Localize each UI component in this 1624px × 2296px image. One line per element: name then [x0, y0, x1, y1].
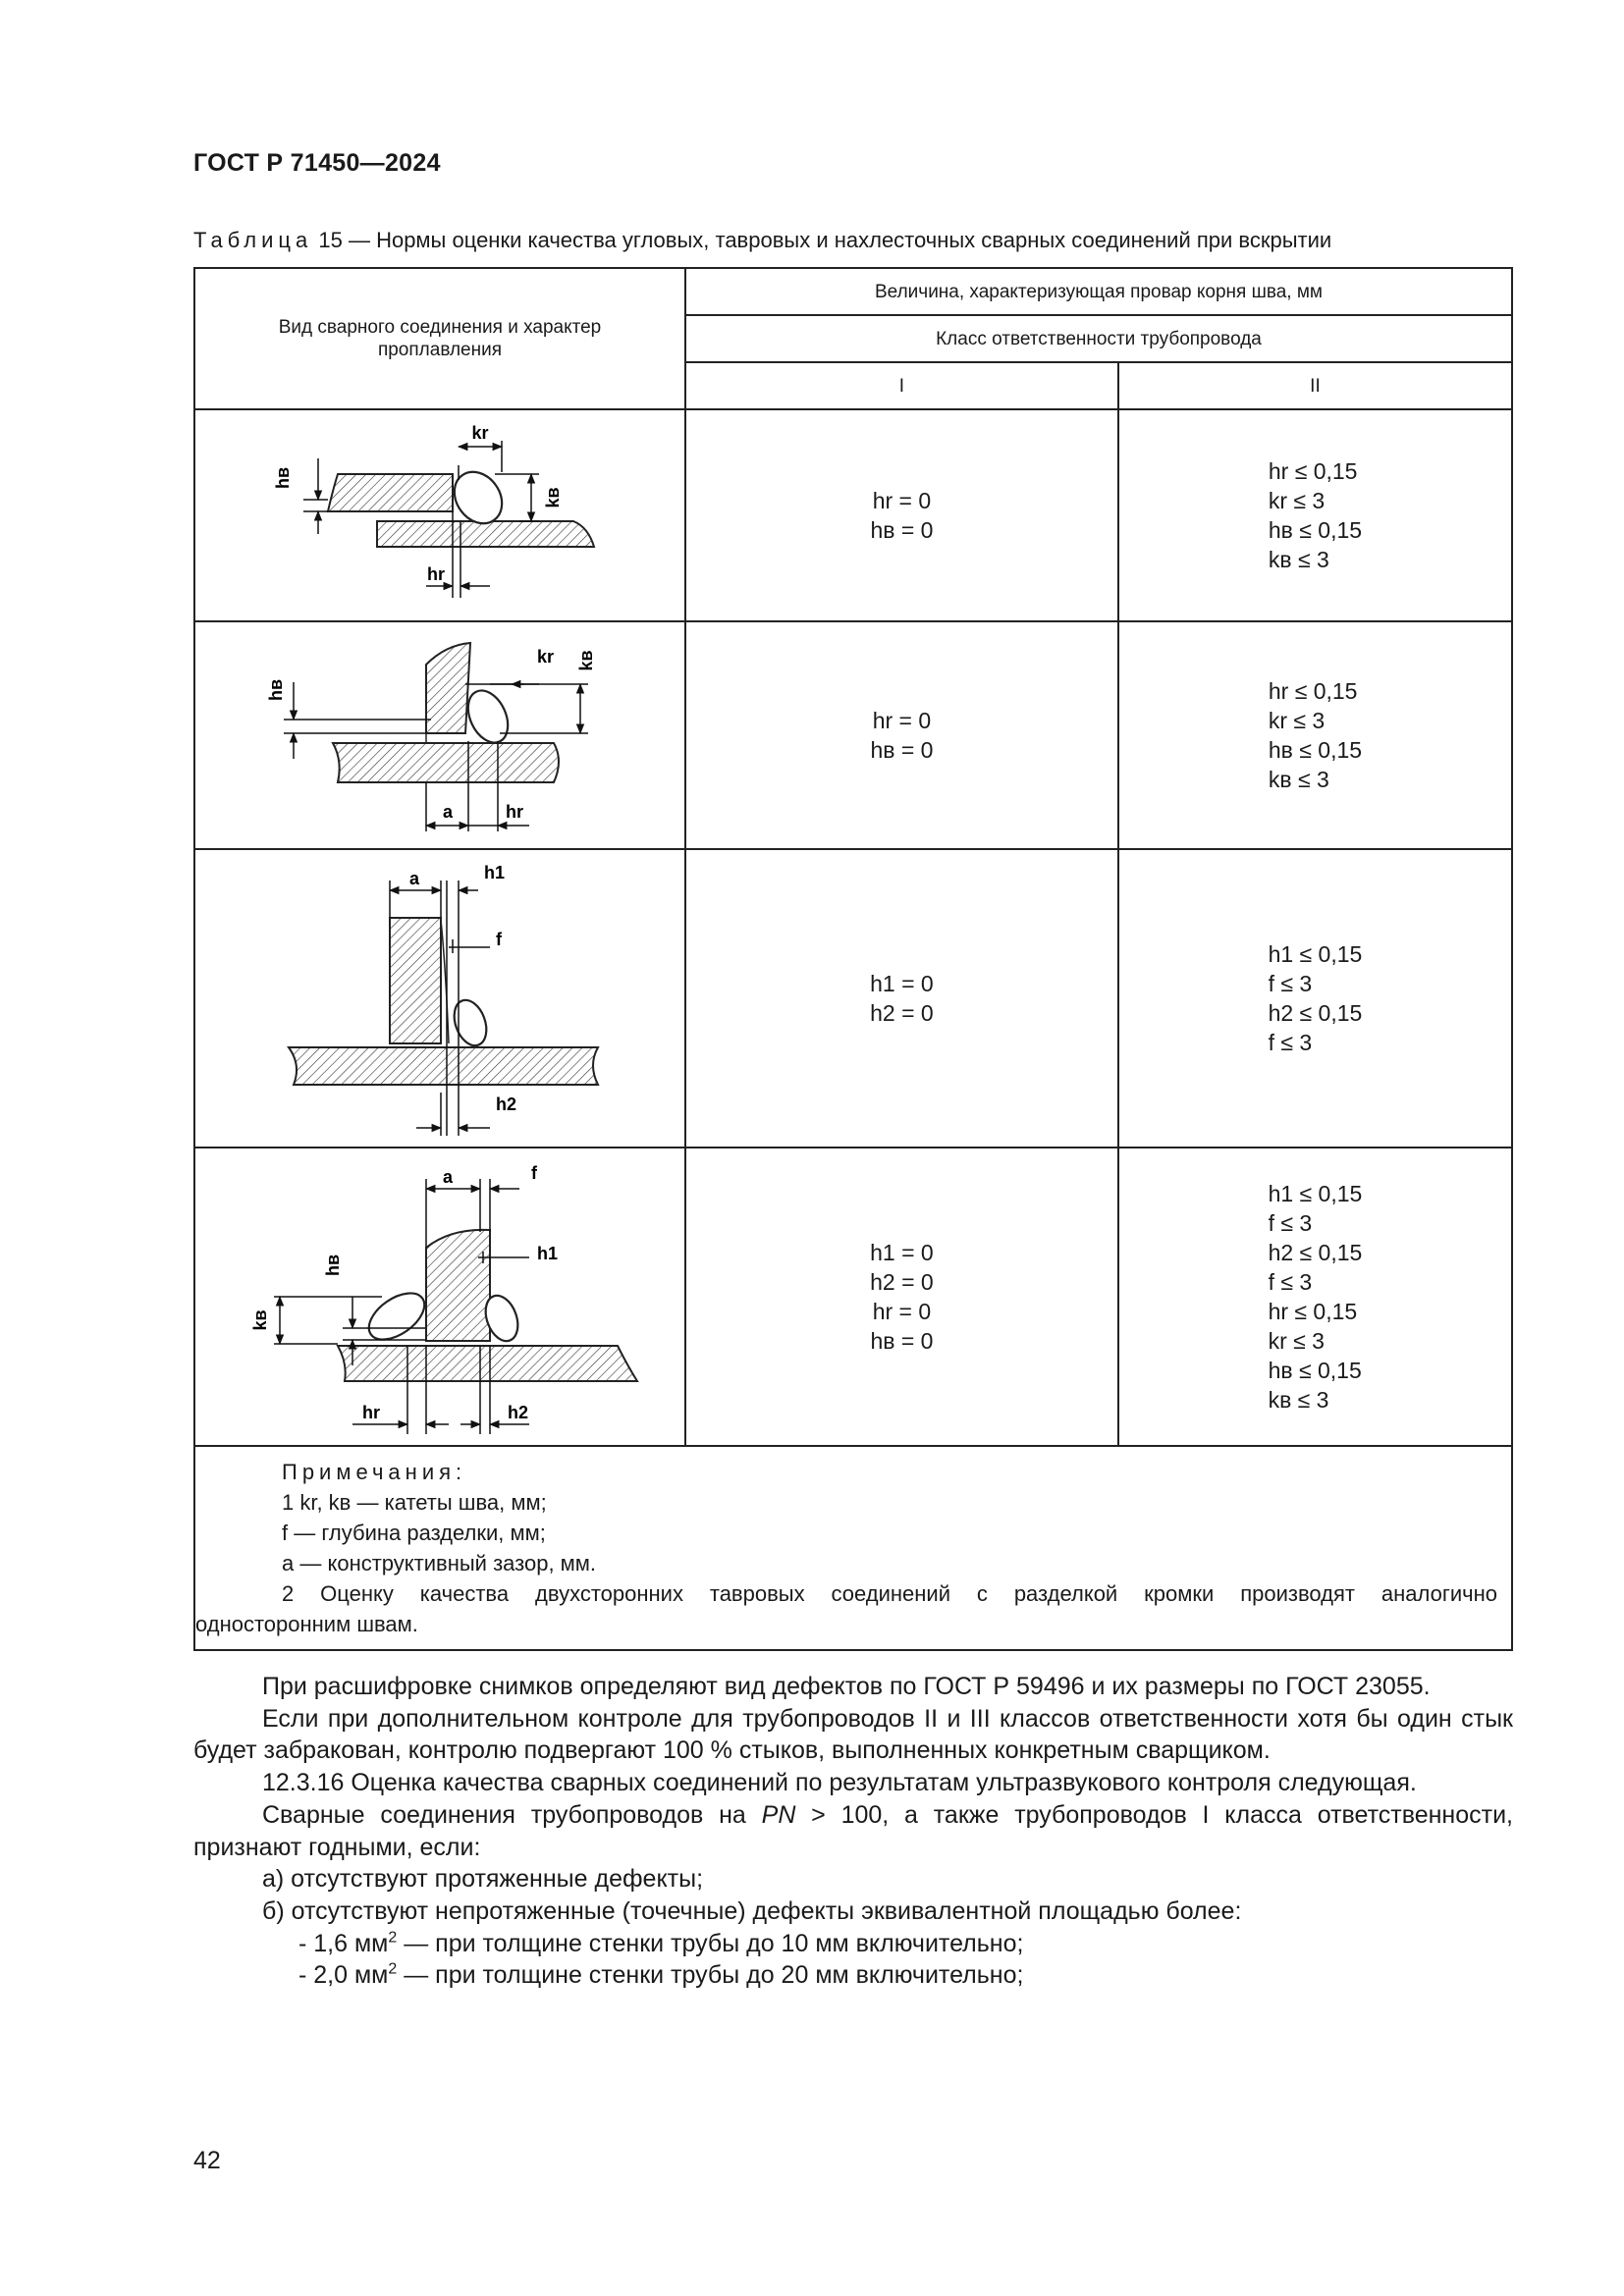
tee-joint-diagram — [194, 621, 685, 849]
list-item: - 2,0 $мм^2$ — при толщине стенки трубы до 20 мм включительно; — [298, 1961, 1024, 1990]
table-row — [194, 849, 1512, 1148]
paragraph: 12.3.16 Оценка качества сварных соединений по результатам ультразвукового контроля следующая. — [262, 1769, 1417, 1797]
page-number: 42 — [193, 2147, 221, 2174]
paragraph: Сварные соединения трубопроводов на PN > 100, а также трубопроводов I класса ответственности, признают годными, если: — [193, 1800, 1513, 1861]
label-f: f — [531, 1163, 537, 1183]
label-kr: kr — [471, 423, 489, 443]
header-class: Класс ответственности трубопровода — [685, 315, 1512, 362]
table-row — [194, 409, 1512, 621]
note-2-cont: односторонним швам. — [195, 1612, 418, 1636]
row3-class2-values: h1 ≤ 0,15 f ≤ 3 h2 ≤ 0,15 f ≤ 3 — [1118, 849, 1512, 1148]
label-hv: hв — [273, 466, 293, 490]
quality-norms-table — [193, 267, 1513, 1651]
label-hr: hr — [506, 802, 523, 822]
list-item: а) отсутствуют протяженные дефекты; — [262, 1865, 704, 1894]
table-caption — [193, 228, 1331, 253]
double-tee-diagram — [194, 1148, 685, 1446]
label-h2: h2 — [508, 1403, 529, 1422]
label-f: f — [496, 930, 502, 949]
table-notes — [194, 1446, 1512, 1650]
label-kr: kr — [537, 647, 555, 667]
note-2: 2 Оценку качества двухсторонних тавровых соединений с разделкой кромки производят аналогично — [282, 1581, 1497, 1606]
row2-class1-values: hr = 0 hв = 0 — [685, 621, 1118, 849]
row3-class1-values: h1 = 0 h2 = 0 — [685, 849, 1118, 1148]
note-1-f: f — глубина разделки, мм; — [282, 1521, 546, 1545]
label-a: a — [443, 1167, 454, 1187]
document-id-header: ГОСТ Р 71450—2024 — [193, 149, 441, 177]
notes-title: Примечания: — [282, 1460, 467, 1484]
list-item: - 1,6 $мм^2$ — при толщине стенки трубы до 10 мм включительно; — [298, 1929, 1024, 1957]
row1-class1-values: hr = 0 hв = 0 — [685, 409, 1118, 621]
note-1-a: a — конструктивный зазор, мм. — [282, 1551, 597, 1575]
row1-class2-values: hr ≤ 0,15 kr ≤ 3 hв ≤ 0,15 kв ≤ 3 — [1118, 409, 1512, 621]
label-a: a — [409, 869, 420, 888]
label-kv: kв — [250, 1309, 270, 1331]
label-a: a — [443, 802, 454, 822]
tee-bevel-diagram — [194, 849, 685, 1148]
paragraph: При расшифровке снимков определяют вид дефектов по ГОСТ Р 59496 и их размеры по ГОСТ 23055. — [262, 1673, 1431, 1700]
table-row — [194, 1148, 1512, 1446]
label-hr: hr — [362, 1403, 380, 1422]
header-value: Величина, характеризующая провар корня шва, мм — [685, 268, 1512, 315]
label-hv: hв — [323, 1254, 343, 1277]
note-1: 1 kr, kв — катеты шва, мм; — [282, 1490, 547, 1515]
label-kv: kв — [576, 650, 596, 671]
notes-row — [194, 1446, 1512, 1650]
row4-class1-values: h1 = 0 h2 = 0 hr = 0 hв = 0 — [685, 1148, 1118, 1446]
table-caption-text: 15 — Нормы оценки качества угловых, тавровых и нахлесточных сварных соединений при вскрытии — [312, 228, 1332, 252]
label-h1: h1 — [484, 863, 506, 882]
label-hr: hr — [427, 564, 445, 584]
label-h1: h1 — [537, 1244, 559, 1263]
lap-joint-diagram — [194, 409, 685, 621]
label-h2: h2 — [496, 1095, 517, 1114]
header-class-2: II — [1118, 362, 1512, 409]
header-class-1: I — [685, 362, 1118, 409]
list-item: б) отсутствуют непротяженные (точечные) дефекты эквивалентной площадью более: — [262, 1896, 1242, 1925]
label-kv: kв — [543, 487, 563, 508]
header-joint-type: Вид сварного соединения и характер проплавления — [194, 268, 685, 409]
row2-class2-values: hr ≤ 0,15 kr ≤ 3 hв ≤ 0,15 kв ≤ 3 — [1118, 621, 1512, 849]
table-caption-prefix: Таблица — [193, 228, 313, 252]
paragraph: Если при дополнительном контроле для трубопроводов II и III классов ответственности хотя бы один стык будет забракован, контролю подвергают 100 % стыков, выполненных конкретным сварщиком. — [193, 1704, 1513, 1765]
row4-class2-values: h1 ≤ 0,15 f ≤ 3 h2 ≤ 0,15 f ≤ 3 hr ≤ 0,15 kr ≤ 3 hв ≤ 0,15 kв ≤ 3 — [1118, 1148, 1512, 1446]
table-row — [194, 621, 1512, 849]
label-hv: hв — [266, 678, 286, 702]
body-text — [193, 1671, 1513, 1992]
